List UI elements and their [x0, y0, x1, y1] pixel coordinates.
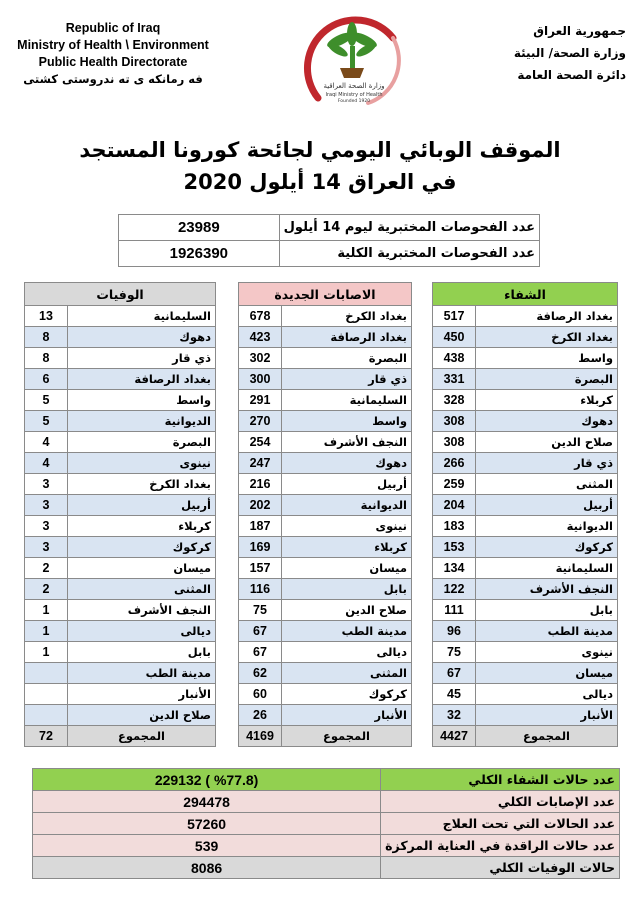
table-row [433, 495, 618, 516]
row-governorate: بغداد الكرخ [68, 474, 216, 495]
row-value: 259 [433, 474, 476, 495]
table-row [433, 663, 618, 684]
table-row [239, 600, 412, 621]
row-governorate: ذي قار [476, 453, 618, 474]
table-row [433, 306, 618, 327]
summary-row [33, 857, 620, 879]
table-row [433, 600, 618, 621]
total-tests-row [119, 241, 540, 267]
row-value: 302 [239, 348, 282, 369]
table-row [239, 453, 412, 474]
table-row [25, 327, 216, 348]
table-row [433, 432, 618, 453]
table-row [25, 663, 216, 684]
row-value: 3 [25, 537, 68, 558]
table-row [239, 432, 412, 453]
header-country: Republic of Iraq [65, 21, 161, 35]
row-value: 254 [239, 432, 282, 453]
row-value: 450 [433, 327, 476, 348]
row-value: 1 [25, 642, 68, 663]
row-governorate: السليمانية [476, 558, 618, 579]
summary-label: عدد حالات الراقدة في العناية المركزة [381, 835, 620, 857]
table-row [239, 642, 412, 663]
table-row [433, 705, 618, 726]
total-label: المجموع [282, 726, 412, 747]
table-row [433, 411, 618, 432]
row-governorate: بغداد الرصافة [476, 306, 618, 327]
table-row [433, 537, 618, 558]
table-row [25, 705, 216, 726]
table-row [239, 705, 412, 726]
row-value: 1 [25, 621, 68, 642]
column-header: الشفاء [433, 283, 618, 306]
row-governorate: مدينة الطب [282, 621, 412, 642]
table-row [25, 411, 216, 432]
daily-tests-row [119, 215, 540, 241]
table-row [239, 390, 412, 411]
table-row [433, 684, 618, 705]
row-governorate: دهوك [476, 411, 618, 432]
row-governorate: الأنبار [476, 705, 618, 726]
column-header-row [433, 283, 618, 306]
table-row [25, 684, 216, 705]
row-governorate: أربيل [282, 474, 412, 495]
row-governorate: بغداد الرصافة [68, 369, 216, 390]
table-row [25, 558, 216, 579]
row-value: 122 [433, 579, 476, 600]
table-row [433, 558, 618, 579]
table-row [25, 621, 216, 642]
row-governorate: نينوى [282, 516, 412, 537]
row-value: 26 [239, 705, 282, 726]
table-row [433, 516, 618, 537]
row-value: 6 [25, 369, 68, 390]
row-governorate: دهوك [282, 453, 412, 474]
table-row [239, 306, 412, 327]
table-row [433, 474, 618, 495]
ministry-logo [298, 8, 408, 118]
row-governorate: الديوانية [68, 411, 216, 432]
table-row [433, 642, 618, 663]
table-row [25, 600, 216, 621]
summary-row [33, 791, 620, 813]
table-row [25, 642, 216, 663]
row-governorate: بغداد الكرخ [476, 327, 618, 348]
header-kurdish: فه رمانكه ى ته ندروستى كشتى [23, 72, 203, 86]
row-governorate: دهوك [68, 327, 216, 348]
summary-label: عدد الإصابات الكلي [381, 791, 620, 813]
row-value: 423 [239, 327, 282, 348]
row-value: 32 [433, 705, 476, 726]
row-value: 75 [433, 642, 476, 663]
row-governorate: ميسان [476, 663, 618, 684]
row-value: 202 [239, 495, 282, 516]
total-value: 4169 [239, 726, 282, 747]
row-governorate: أربيل [68, 495, 216, 516]
table-row [25, 369, 216, 390]
row-value: 67 [433, 663, 476, 684]
table-row [25, 348, 216, 369]
row-value [25, 684, 68, 705]
table-row [239, 411, 412, 432]
table-row [433, 579, 618, 600]
row-value: 300 [239, 369, 282, 390]
table-row [239, 369, 412, 390]
row-governorate: نينوى [476, 642, 618, 663]
total-tests-value: 1926390 [119, 241, 280, 267]
row-governorate: الأنبار [282, 705, 412, 726]
table-row [433, 369, 618, 390]
row-value: 2 [25, 558, 68, 579]
summary-value: 539 [33, 835, 381, 857]
row-governorate: كربلاء [68, 516, 216, 537]
table-row [433, 453, 618, 474]
header-ministry: Ministry of Health \ Environment [17, 38, 209, 52]
column-header: الاصابات الجديدة [239, 283, 412, 306]
row-governorate: واسط [476, 348, 618, 369]
row-governorate: الديوانية [282, 495, 412, 516]
row-value: 3 [25, 516, 68, 537]
row-value: 67 [239, 642, 282, 663]
table-row [239, 558, 412, 579]
row-governorate: كركوك [68, 537, 216, 558]
summary-label: حالات الوفيات الكلي [381, 857, 620, 879]
table-row [239, 516, 412, 537]
row-value: 67 [239, 621, 282, 642]
table-row [25, 516, 216, 537]
row-value: 216 [239, 474, 282, 495]
row-value: 8 [25, 327, 68, 348]
row-value: 204 [433, 495, 476, 516]
row-governorate: السليمانية [282, 390, 412, 411]
row-governorate: السليمانية [68, 306, 216, 327]
row-governorate: واسط [282, 411, 412, 432]
row-value: 291 [239, 390, 282, 411]
row-value: 308 [433, 411, 476, 432]
row-value: 111 [433, 600, 476, 621]
summary-table [32, 768, 620, 879]
row-value: 153 [433, 537, 476, 558]
row-governorate: مدينة الطب [68, 663, 216, 684]
daily-tests-value: 23989 [119, 215, 280, 241]
table-row [25, 390, 216, 411]
row-governorate: النجف الأشرف [476, 579, 618, 600]
row-governorate: الديوانية [476, 516, 618, 537]
arabic-header [486, 20, 626, 86]
summary-label: عدد حالات الشفاء الكلي [381, 769, 620, 791]
summary-value: 57260 [33, 813, 381, 835]
row-value: 5 [25, 390, 68, 411]
row-value: 438 [433, 348, 476, 369]
header-ar-country: جمهورية العراق [533, 24, 626, 38]
summary-row [33, 835, 620, 857]
total-row [433, 726, 618, 747]
row-value: 331 [433, 369, 476, 390]
table-row [433, 621, 618, 642]
row-value: 3 [25, 495, 68, 516]
row-governorate: ديالى [282, 642, 412, 663]
table-row [25, 474, 216, 495]
row-value: 45 [433, 684, 476, 705]
row-governorate: كركوك [476, 537, 618, 558]
table-row [433, 390, 618, 411]
row-governorate: بابل [68, 642, 216, 663]
row-governorate: بغداد الرصافة [282, 327, 412, 348]
table-row [433, 327, 618, 348]
row-value: 116 [239, 579, 282, 600]
svg-text:وزارة الصحة العراقية: وزارة الصحة العراقية [323, 82, 385, 90]
row-governorate: البصرة [282, 348, 412, 369]
row-value: 247 [239, 453, 282, 474]
row-value: 3 [25, 474, 68, 495]
row-value: 328 [433, 390, 476, 411]
row-governorate: البصرة [68, 432, 216, 453]
total-value: 4427 [433, 726, 476, 747]
report-title: الموقف الوبائي اليومي لجائحة كورونا المستجد [79, 138, 561, 162]
row-governorate: ديالى [68, 621, 216, 642]
row-governorate: بابل [476, 600, 618, 621]
row-governorate: كربلاء [282, 537, 412, 558]
summary-row [33, 813, 620, 835]
table-row [25, 432, 216, 453]
row-governorate: ديالى [476, 684, 618, 705]
table-row [239, 663, 412, 684]
row-value: 678 [239, 306, 282, 327]
header-directorate: Public Health Directorate [38, 55, 188, 69]
table-row [25, 495, 216, 516]
row-value: 4 [25, 432, 68, 453]
report-date: في العراق 14 أيلول 2020 [183, 170, 457, 194]
summary-value: 8086 [33, 857, 381, 879]
row-governorate: ميسان [282, 558, 412, 579]
row-value: 157 [239, 558, 282, 579]
table-row [239, 474, 412, 495]
header-ar-directorate: دائرة الصحة العامة [517, 68, 626, 82]
table-row [25, 579, 216, 600]
row-value: 60 [239, 684, 282, 705]
deaths-table [24, 282, 216, 747]
row-governorate: ميسان [68, 558, 216, 579]
row-value: 266 [433, 453, 476, 474]
row-governorate: صلاح الدين [282, 600, 412, 621]
table-row [239, 684, 412, 705]
total-row [239, 726, 412, 747]
row-value: 75 [239, 600, 282, 621]
row-governorate: بابل [282, 579, 412, 600]
new-cases-table [238, 282, 412, 747]
row-value: 187 [239, 516, 282, 537]
column-header-row [25, 283, 216, 306]
row-governorate: صلاح الدين [476, 432, 618, 453]
row-governorate: المثنى [282, 663, 412, 684]
svg-text:Founded 1920: Founded 1920 [337, 99, 371, 104]
total-tests-label: عدد الفحوصات المختبرية الكلية [279, 241, 539, 267]
summary-value: 294478 [33, 791, 381, 813]
total-row [25, 726, 216, 747]
row-value: 517 [433, 306, 476, 327]
row-governorate: نينوى [68, 453, 216, 474]
row-value: 1 [25, 600, 68, 621]
row-value [25, 663, 68, 684]
table-row [239, 348, 412, 369]
summary-label: عدد الحالات التي تحت العلاج [381, 813, 620, 835]
row-governorate: الأنبار [68, 684, 216, 705]
row-governorate: بغداد الكرخ [282, 306, 412, 327]
column-header: الوفيات [25, 283, 216, 306]
row-value: 4 [25, 453, 68, 474]
row-value: 13 [25, 306, 68, 327]
total-value: 72 [25, 726, 68, 747]
tests-table [118, 214, 540, 267]
row-value: 2 [25, 579, 68, 600]
row-governorate: النجف الأشرف [282, 432, 412, 453]
table-row [239, 327, 412, 348]
row-value: 8 [25, 348, 68, 369]
table-row [25, 306, 216, 327]
row-value: 308 [433, 432, 476, 453]
table-row [25, 453, 216, 474]
row-governorate: ذي قار [282, 369, 412, 390]
row-value: 169 [239, 537, 282, 558]
row-governorate: البصرة [476, 369, 618, 390]
svg-text:Iraqi Ministry of Health: Iraqi Ministry of Health [325, 92, 383, 98]
row-governorate: واسط [68, 390, 216, 411]
table-row [239, 537, 412, 558]
row-governorate: المثنى [68, 579, 216, 600]
row-governorate: ذي قار [68, 348, 216, 369]
total-label: المجموع [476, 726, 618, 747]
row-governorate: أربيل [476, 495, 618, 516]
table-row [433, 348, 618, 369]
summary-value: 229132 ( %77.8) [33, 769, 381, 791]
table-row [239, 621, 412, 642]
header-ar-ministry: وزارة الصحة/ البيئة [513, 46, 626, 60]
table-row [25, 537, 216, 558]
row-value: 96 [433, 621, 476, 642]
row-governorate: كركوك [282, 684, 412, 705]
row-governorate: مدينة الطب [476, 621, 618, 642]
recovered-table [432, 282, 618, 747]
row-value: 134 [433, 558, 476, 579]
row-value: 183 [433, 516, 476, 537]
daily-tests-label: عدد الفحوصات المختبرية ليوم 14 أيلول [279, 215, 539, 241]
row-governorate: صلاح الدين [68, 705, 216, 726]
column-header-row [239, 283, 412, 306]
total-label: المجموع [68, 726, 216, 747]
english-header [8, 20, 218, 88]
row-governorate: كربلاء [476, 390, 618, 411]
table-row [239, 495, 412, 516]
row-value [25, 705, 68, 726]
table-row [239, 579, 412, 600]
row-governorate: المثنى [476, 474, 618, 495]
row-value: 5 [25, 411, 68, 432]
row-value: 270 [239, 411, 282, 432]
row-governorate: النجف الأشرف [68, 600, 216, 621]
summary-row [33, 769, 620, 791]
row-value: 62 [239, 663, 282, 684]
